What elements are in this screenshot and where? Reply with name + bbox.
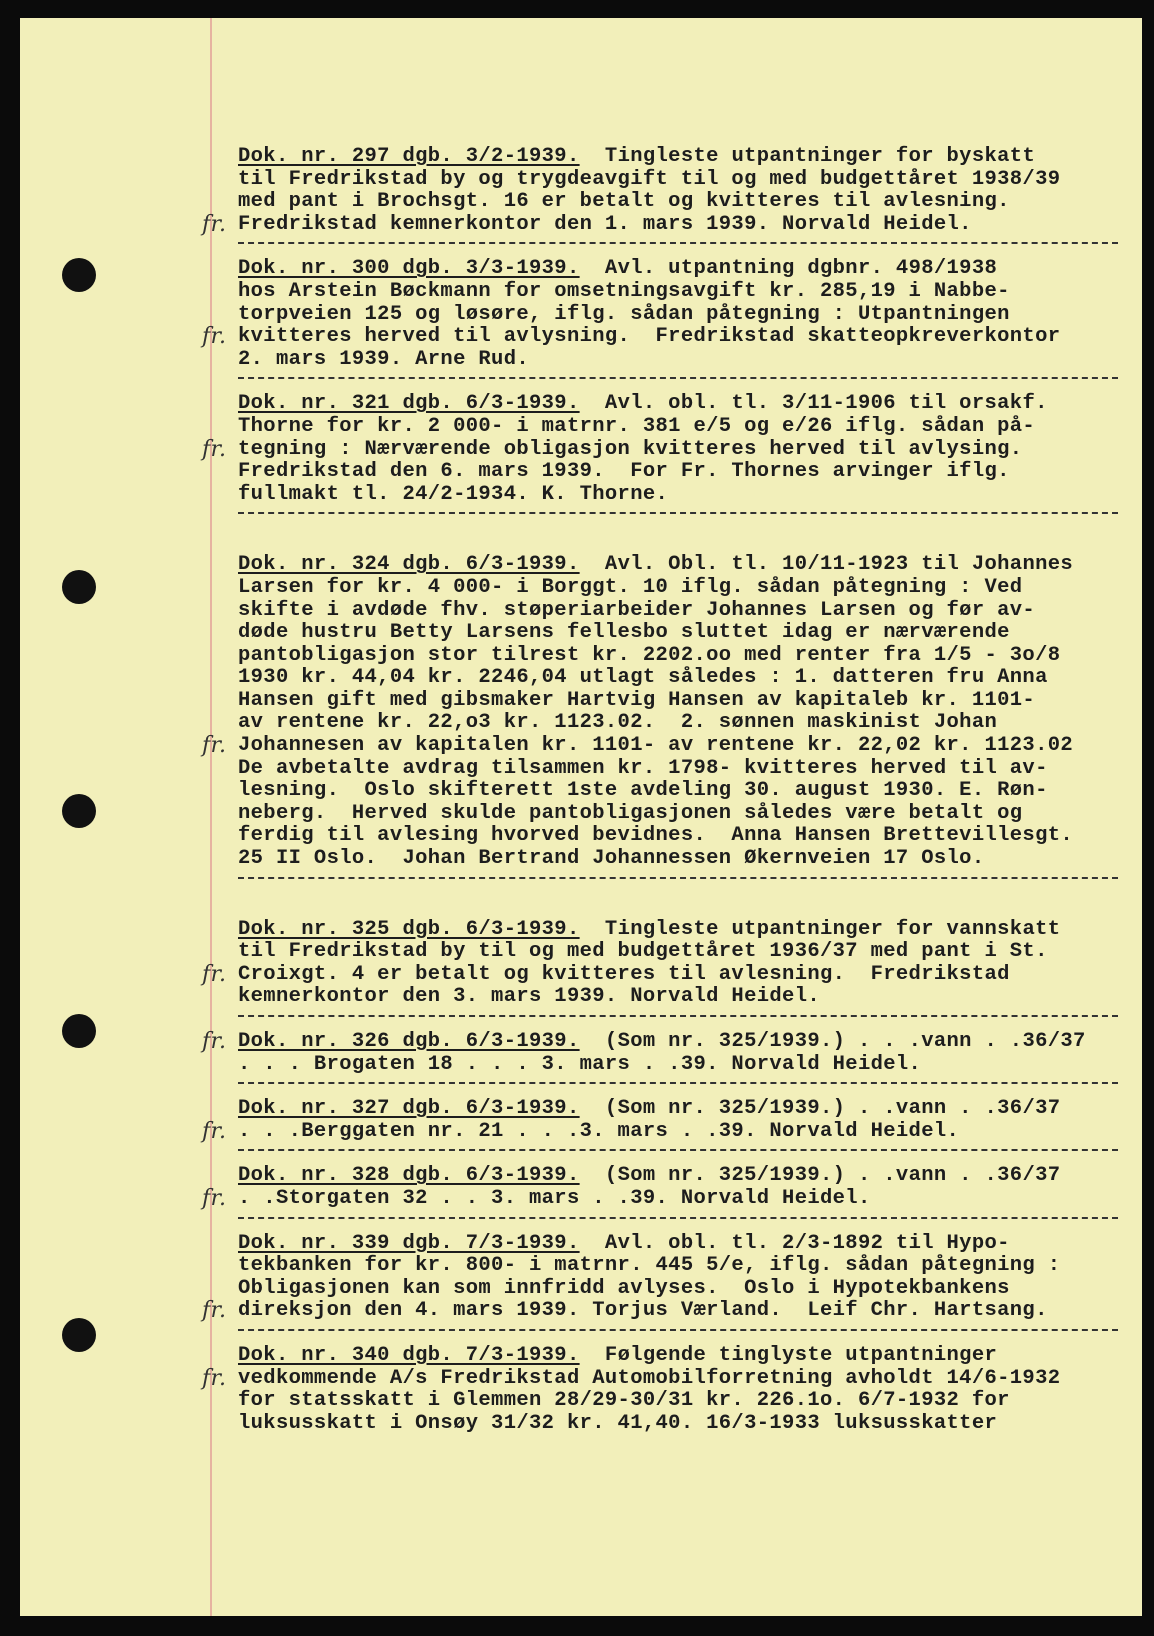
- entry-text: Tingleste utpantninger for vannskatt: [604, 917, 1061, 941]
- entry-heading: Dok. nr. 328 dgb. 6/3-1939.: [238, 1164, 580, 1188]
- entry-text-line: ferdig til avlesing hvorved bevidnes. Anna Hansen Brettevillesgt.: [238, 824, 1074, 848]
- entry-first-line: [238, 919, 1118, 942]
- entry-text-line: . . .Berggaten nr. 21 . . .3. mars . .39. Norvald Heidel.: [238, 1119, 960, 1143]
- entry-text-line: tekbanken for kr. 800- i matrnr. 445 5/e, iflg. sådan påtegning :: [238, 1254, 1061, 1278]
- marginal-mark: fr.: [202, 1185, 227, 1211]
- marginal-mark: fr.: [202, 961, 227, 987]
- entry-text-line: 1930 kr. 44,04 kr. 2246,04 utlagt således : 1. datteren fru Anna: [238, 666, 1048, 690]
- entry-text-line: hos Arstein Bøckmann for omsetningsavgift kr. 285,19 i Nabbe-: [238, 279, 1010, 303]
- register-entry: [202, 392, 1118, 506]
- entry-heading: Dok. nr. 325 dgb. 6/3-1939.: [238, 917, 580, 941]
- entry-first-line: [238, 146, 1118, 169]
- register-entry: [202, 1029, 1118, 1076]
- entry-heading: Dok. nr. 324 dgb. 6/3-1939.: [238, 553, 580, 577]
- entry-text: Følgende tinglyste utpantninger: [604, 1343, 998, 1367]
- entry-text-line: vedkommende A/s Fredrikstad Automobilforretning avholdt 14/6-1932: [238, 1366, 1061, 1390]
- entry-text-line: Hansen gift med gibsmaker Hartvig Hansen av kapitaleb kr. 1101-: [238, 688, 1036, 712]
- separator-line: [238, 512, 1118, 514]
- marginal-mark: fr.: [202, 324, 227, 350]
- marginal-mark: fr.: [202, 1118, 227, 1144]
- register-entry: [202, 1231, 1118, 1324]
- entry-first-line: [238, 1233, 1118, 1256]
- separator-line: [238, 242, 1118, 244]
- separator-line: [238, 1329, 1118, 1331]
- separator-line: [238, 1015, 1118, 1017]
- entry-text-line: luksusskatt i Onsøy 31/32 kr. 41,40. 16/3-1933 luksusskatter: [238, 1411, 998, 1435]
- entry-text-line: neberg. Herved skulde pantobligasjonen således være betalt og: [238, 801, 1023, 825]
- entry-text-line: 25 II Oslo. Johan Bertrand Johannessen Økernveien 17 Oslo.: [238, 847, 985, 871]
- entry-text-line: direksjon den 4. mars 1939. Torjus Værland. Leif Chr. Hartsang.: [238, 1299, 1048, 1323]
- entry-text: Avl. obl. tl. 3/11-1906 til orsakf.: [604, 392, 1048, 416]
- entry-text-line: døde hustru Betty Larsens fellesbo sluttet idag er nærværende: [238, 621, 1010, 645]
- entry-text-line: . . . Brogaten 18 . . . 3. mars . .39. Norvald Heidel.: [238, 1052, 922, 1076]
- entry-text-line: tegning : Nærværende obligasjon kvitteres herved til avlysing.: [238, 437, 1023, 461]
- marginal-mark: fr.: [202, 211, 227, 237]
- entry-text-line: Obligasjonen kan som innfridd avlyses. Oslo i Hypotekbankens: [238, 1276, 1010, 1300]
- entry-first-line: [238, 258, 1118, 281]
- punch-hole: [62, 570, 96, 604]
- entry-heading: Dok. nr. 340 dgb. 7/3-1939.: [238, 1343, 580, 1367]
- entry-text: Tingleste utpantninger for byskatt: [604, 145, 1036, 168]
- register-entry: [202, 1343, 1118, 1435]
- entry-first-line: [238, 554, 1118, 577]
- entry-text-line: skifte i avdøde fhv. støperiarbeider Johannes Larsen og før av-: [238, 598, 1036, 622]
- entry-text: Avl. Obl. tl. 10/11-1923 til Johannes: [604, 553, 1074, 577]
- entry-text-line: for statsskatt i Glemmen 28/29-30/31 kr. 226.1o. 6/7-1932 for: [238, 1389, 1010, 1413]
- register-entry: [202, 145, 1118, 237]
- entry-text-line: Larsen for kr. 4 000- i Borggt. 10 iflg. sådan påtegning : Ved: [238, 575, 1023, 599]
- spacer: [238, 528, 1118, 554]
- register-entry: [202, 917, 1118, 1009]
- entry-text-line: 2. mars 1939. Arne Rud.: [238, 347, 529, 371]
- punch-hole: [62, 258, 96, 292]
- entry-text-line: kemnerkontor den 3. mars 1939. Norvald Heidel.: [238, 985, 820, 1009]
- entry-first-line: [238, 1165, 1118, 1188]
- entry-text-line: lesning. Oslo skifterett 1ste avdeling 30. august 1930. E. Røn-: [238, 779, 1048, 803]
- entry-heading: Dok. nr. 326 dgb. 6/3-1939.: [238, 1030, 580, 1053]
- marginal-mark: fr.: [202, 1365, 227, 1391]
- separator-line: [238, 877, 1118, 879]
- punch-hole: [62, 1014, 96, 1048]
- punch-hole: [62, 794, 96, 828]
- register-entry: [202, 553, 1118, 871]
- separator-line: [238, 1082, 1118, 1084]
- entry-text-line: torpveien 125 og løsøre, iflg. sådan påtegning : Utpantningen: [238, 302, 1010, 326]
- separator-line: [238, 1217, 1118, 1219]
- register-entry: [202, 1164, 1118, 1211]
- marginal-mark: fr.: [202, 1298, 227, 1324]
- marginal-mark: fr.: [202, 1029, 227, 1054]
- entry-heading: Dok. nr. 297 dgb. 3/2-1939.: [238, 145, 580, 168]
- entry-first-line: [238, 1098, 1118, 1121]
- entry-text-line: . .Storgaten 32 . . 3. mars . .39. Norvald Heidel.: [238, 1186, 871, 1210]
- spacer: [238, 893, 1118, 919]
- entry-text-line: Croixgt. 4 er betalt og kvitteres til avlesning. Fredrikstad: [238, 962, 1010, 986]
- entry-text: (Som nr. 325/1939.) . . .vann . .36/37: [604, 1030, 1086, 1053]
- entry-heading: Dok. nr. 300 dgb. 3/3-1939.: [238, 257, 580, 281]
- entry-first-line: [238, 1031, 1118, 1054]
- entry-text-line: til Fredrikstad by til og med budgettåret 1936/37 med pant i St.: [238, 940, 1048, 964]
- entry-text-line: Fredrikstad kemnerkontor den 1. mars 1939. Norvald Heidel.: [238, 212, 972, 236]
- entry-text-line: av rentene kr. 22,o3 kr. 1123.02. 2. sønnen maskinist Johan: [238, 711, 998, 735]
- entry-heading: Dok. nr. 327 dgb. 6/3-1939.: [238, 1097, 580, 1121]
- entry-text-line: fullmakt tl. 24/2-1934. K. Thorne.: [238, 482, 669, 506]
- document-page: [20, 18, 1142, 1616]
- entry-text-line: kvitteres herved til avlysning. Fredrikstad skatteopkreverkontor: [238, 325, 1061, 349]
- entry-text: (Som nr. 325/1939.) . .vann . .36/37: [604, 1164, 1061, 1188]
- marginal-mark: fr.: [202, 733, 227, 759]
- register-entries: [202, 145, 1118, 1435]
- entry-text-line: Thorne for kr. 2 000- i matrnr. 381 e/5 og e/26 iflg. sådan på-: [238, 414, 1036, 438]
- entry-text-line: De avbetalte avdrag tilsammen kr. 1798- kvitteres herved til av-: [238, 756, 1048, 780]
- entry-text-line: pantobligasjon stor tilrest kr. 2202.oo med renter fra 1/5 - 3o/8: [238, 643, 1061, 667]
- entry-text-line: Fredrikstad den 6. mars 1939. For Fr. Thornes arvinger iflg.: [238, 460, 1010, 484]
- entry-text-line: til Fredrikstad by og trygdeavgift til og med budgettåret 1938/39: [238, 167, 1061, 191]
- entry-heading: Dok. nr. 321 dgb. 6/3-1939.: [238, 392, 580, 416]
- register-entry: [202, 257, 1118, 371]
- separator-line: [238, 1149, 1118, 1151]
- entry-text-line: med pant i Brochsgt. 16 er betalt og kvitteres til avlesning.: [238, 190, 1010, 214]
- separator-line: [238, 377, 1118, 379]
- entry-text: Avl. utpantning dgbnr. 498/1938: [604, 257, 998, 281]
- marginal-mark: fr.: [202, 436, 227, 462]
- entry-first-line: [238, 1345, 1118, 1368]
- entry-text: Avl. obl. tl. 2/3-1892 til Hypo-: [604, 1231, 1010, 1255]
- entry-text-line: Johannesen av kapitalen kr. 1101- av rentene kr. 22,02 kr. 1123.02: [238, 734, 1074, 758]
- entry-heading: Dok. nr. 339 dgb. 7/3-1939.: [238, 1231, 580, 1255]
- entry-first-line: [238, 393, 1118, 416]
- register-entry: [202, 1097, 1118, 1144]
- entry-text: (Som nr. 325/1939.) . .vann . .36/37: [604, 1097, 1061, 1121]
- punch-hole: [62, 1318, 96, 1352]
